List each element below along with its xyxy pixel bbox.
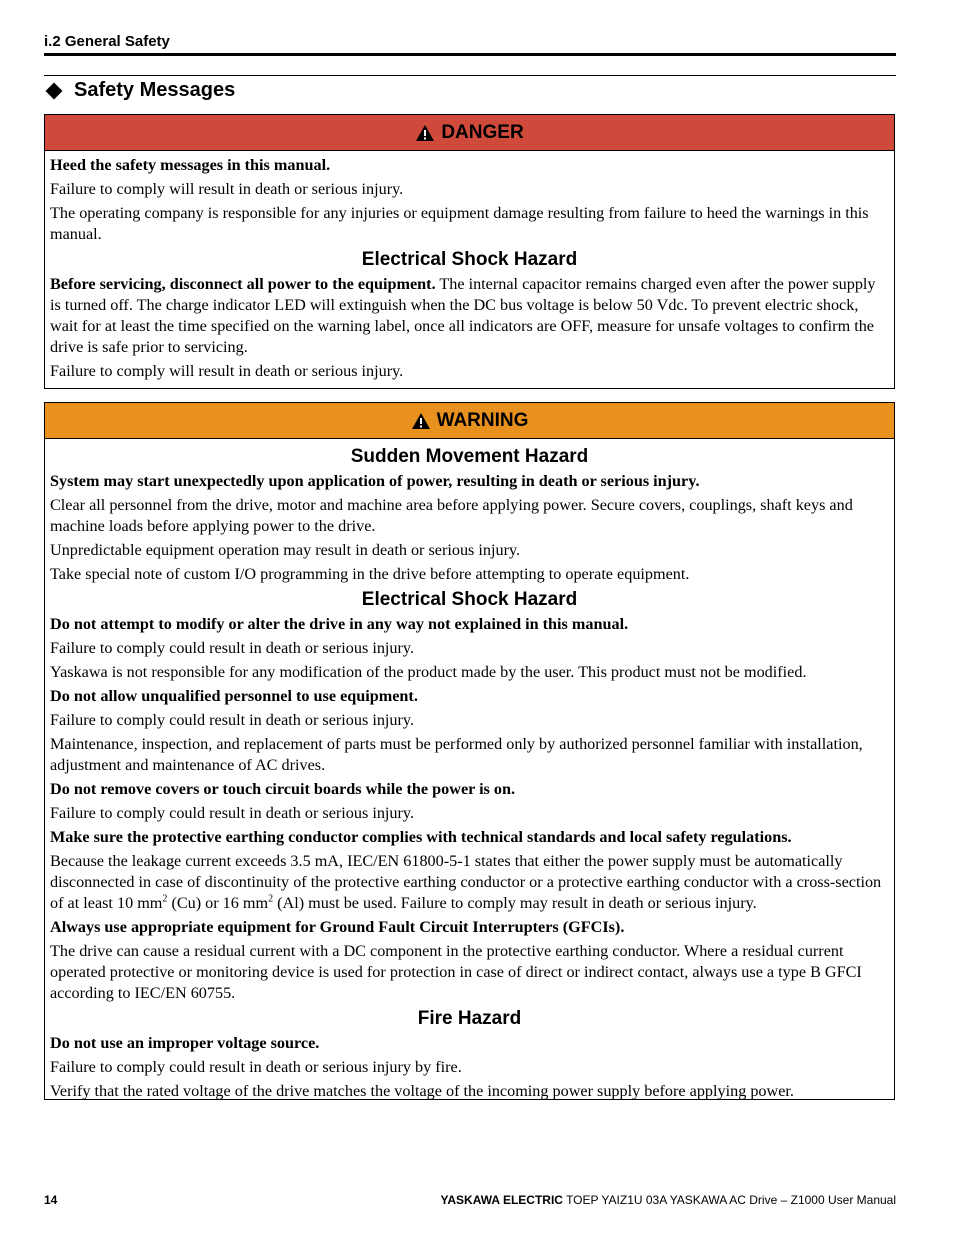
warning-box: [44, 402, 895, 1100]
danger-consequence: Failure to comply will result in death or serious injury.: [50, 180, 404, 198]
header-rule-thick: [44, 53, 896, 56]
superscript: 2: [162, 893, 168, 905]
warning-statement: Do not allow unqualified personnel to use equipment.: [50, 687, 418, 705]
danger-label: DANGER: [441, 121, 524, 143]
danger-consequence: Failure to comply will result in death or serious injury.: [50, 362, 404, 380]
warning-statement: Always use appropriate equipment for Ground Fault Circuit Interrupters (GFCIs).: [50, 918, 625, 936]
danger-text-rest: The internal capacitor remains charged even after the power supply is turned off. The charge indicator LED will extinguish when the DC bus voltage is below 50 Vdc. To prevent electric shock, wait for at least the time specified on the warning label, once all indicators are OFF, measure for unsafe voltages to confirm the drive is safe prior to servicing.: [50, 275, 876, 356]
warning-triangle-icon: [415, 124, 435, 142]
warning-statement: Make sure the protective earthing conductor complies with technical standards and local safety regulations.: [50, 828, 792, 846]
danger-statement: Heed the safety messages in this manual.: [50, 156, 331, 174]
header-rule-thin: [44, 75, 896, 76]
section-heading: [44, 79, 235, 102]
warning-subheading: Fire Hazard: [417, 1008, 522, 1029]
warning-subheading: Sudden Movement Hazard: [350, 446, 589, 467]
leakage-text-b: (Cu) or 16 mm: [167, 894, 269, 912]
danger-subheading: Electrical Shock Hazard: [361, 249, 578, 270]
warning-text: Failure to comply could result in death or serious injury.: [50, 804, 414, 822]
warning-statement: Do not use an improper voltage source.: [50, 1034, 320, 1052]
danger-text: [50, 274, 889, 358]
warning-statement: System may start unexpectedly upon application of power, resulting in death or serious injury.: [50, 472, 700, 490]
warning-header: [45, 403, 894, 439]
warning-text: Yaskawa is not responsible for any modification of the product made by the user. This product must not be modified.: [50, 663, 807, 681]
warning-statement: Do not remove covers or touch circuit boards while the power is on.: [50, 780, 516, 798]
leakage-text-a: Because the leakage current exceeds 3.5 mA, IEC/EN 61800-5-1 states that either the power supply must be automatically disconnected in case of discontinuity of the protective earthing conductor or a protective earthing conductor with a cross-section of at least 10 mm: [50, 852, 882, 912]
section-title: Safety Messages: [74, 79, 236, 101]
warning-text: Verify that the rated voltage of the drive matches the voltage of the incoming power supply before applying power.: [50, 1082, 794, 1100]
warning-subheading: Electrical Shock Hazard: [361, 589, 578, 610]
danger-bold-lead: Before servicing, disconnect all power to the equipment.: [50, 275, 436, 293]
warning-text: Clear all personnel from the drive, motor and machine area before applying power. Secure covers, couplings, shaft keys and machine loads before applying power to the drive.: [50, 496, 853, 535]
warning-text: [50, 851, 889, 914]
warning-triangle-icon: [411, 412, 431, 430]
footer-doc-title: [440, 1193, 896, 1207]
warning-text: Maintenance, inspection, and replacement of parts must be performed only by authorized personnel familiar with installation, adjustment and maintenance of AC drives.: [50, 735, 863, 774]
warning-text: Unpredictable equipment operation may result in death or serious injury.: [50, 541, 521, 559]
superscript: 2: [268, 893, 274, 905]
danger-body: [45, 151, 894, 389]
running-head: i.2 General Safety: [44, 33, 170, 50]
warning-text: Failure to comply could result in death or serious injury by fire.: [50, 1058, 462, 1076]
warning-statement: Do not attempt to modify or alter the drive in any way not explained in this manual.: [50, 615, 629, 633]
warning-text: Failure to comply could result in death or serious injury.: [50, 639, 414, 657]
warning-body: [45, 439, 894, 1109]
warning-label: WARNING: [436, 409, 529, 431]
diamond-bullet-icon: [46, 82, 63, 99]
page-number: 14: [44, 1193, 58, 1207]
warning-text: Failure to comply could result in death or serious injury.: [50, 711, 414, 729]
danger-text: The operating company is responsible for any injuries or equipment damage resulting from failure to heed the warnings in this manual.: [50, 204, 869, 243]
footer-title: TOEP YAIZ1U 03A YASKAWA AC Drive – Z1000 User Manual: [562, 1193, 896, 1207]
danger-box: [44, 114, 895, 389]
footer-brand: YASKAWA ELECTRIC: [440, 1193, 563, 1207]
warning-text: The drive can cause a residual current with a DC component in the protective earthing conductor. Where a residual current operated protective or monitoring device is used for protection in case of direct or indirect contact, always use a type B GFCI according to IEC/EN 60755.: [50, 942, 862, 1002]
danger-header: [45, 115, 894, 151]
leakage-text-c: (Al) must be used. Failure to comply may result in death or serious injury.: [273, 894, 757, 912]
warning-text: Take special note of custom I/O programming in the drive before attempting to operate equipment.: [50, 565, 690, 583]
